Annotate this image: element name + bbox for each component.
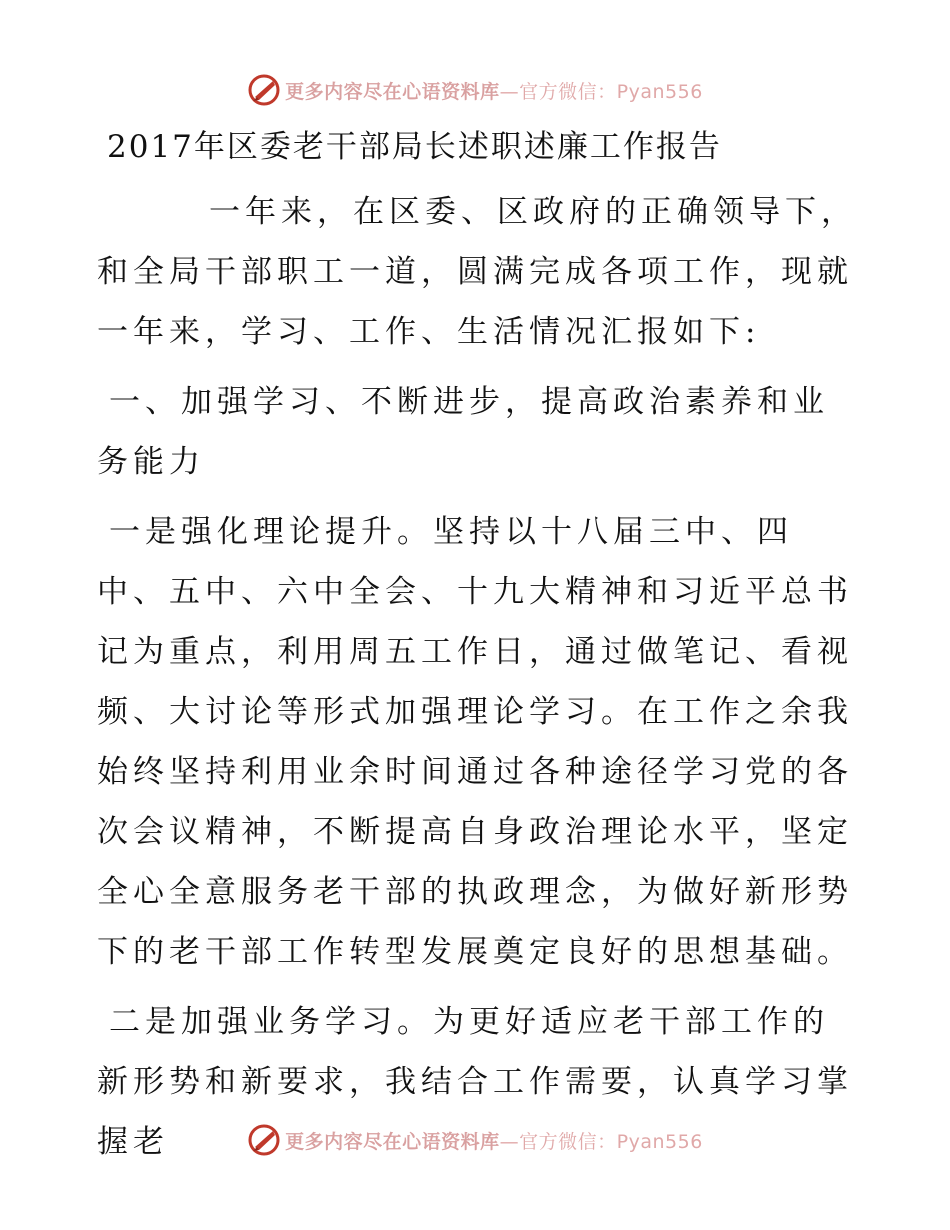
watermark-main: 更多内容尽在心语资料库 [285, 80, 500, 103]
watermark-header [0, 70, 950, 110]
document-title: 2017年区委老干部局长述职述廉工作报告 [107, 129, 722, 165]
watermark-text [285, 77, 703, 104]
watermark-main: 更多内容尽在心语资料库 [285, 1130, 500, 1153]
watermark-sub: —官方微信：Pyan556 [499, 1130, 703, 1153]
document-body [97, 124, 857, 1182]
logo-icon [247, 1123, 281, 1157]
paragraph-1: 一是强化理论提升。坚持以十八届三中、四中、五中、六中全会、十九大精神和习近平总书记为重点，利用周五工作日，通过做笔记、看视频、大讨论等形式加强理论学习。在工作之余我始终坚持利用业余时间通过各种途径学习党的各次会议精神，不断提高自身政治理论水平，坚定全心全意服务老干部的执政理念，为做好新形势下的老干部工作转型发展奠定良好的思想基础。 [97, 514, 853, 970]
watermark-footer [0, 1120, 950, 1160]
watermark-sub: —官方微信：Pyan556 [499, 80, 703, 103]
section-heading-1: 一、加强学习、不断进步，提高政治素养和业务能力 [97, 384, 829, 480]
logo-icon [247, 73, 281, 107]
watermark-text [285, 1127, 703, 1154]
intro-paragraph: 一年来，在区委、区政府的正确领导下，和全局干部职工一道，圆满完成各项工作，现就一年来，学习、工作、生活情况汇报如下: [97, 194, 857, 350]
paragraph-2: 二是加强业务学习。为更好适应老干部工作的新形势和新要求，我结合工作需要，认真学习掌握老 [97, 1004, 853, 1160]
